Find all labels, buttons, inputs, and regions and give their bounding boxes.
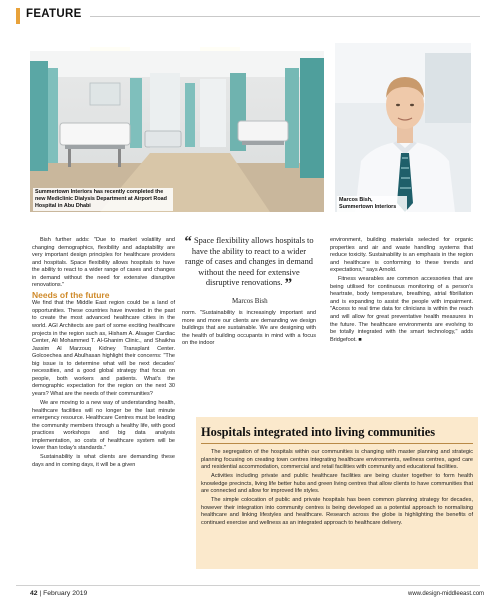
caption-person-company: Summertown Interiors [339,204,397,210]
dialysis-ward-illustration [30,43,324,212]
end-mark-icon: ■ [358,336,362,343]
footer-divider [16,585,480,586]
photo-caption-right [337,196,407,212]
portrait-illustration [335,43,471,212]
article-column-left [32,237,175,471]
photo-caption-left: Summertown Interiors has recently completed the new Mediclinic Dialysis Department at Airport Road Hospital in Abu Dhabi [33,188,173,211]
pull-quote-text: Space flexibility allows hospitals to have the ability to react to a wider range of cases and changes in demand without the need for extensive disruptive renovations. [185,236,314,288]
section-subheading: Needs of the future [32,289,110,300]
paragraph: Sustainability is what clients are demanding these days and in coming days, it will be a given [32,454,175,468]
paragraph: Bish further adds: "Due to market volatility and changing demographics, flexibility and adaptability are very important design principles for healthcare providers and hospitals. Space flexibility allows hospitals to have the ability to react to a wider range of cases and changes in demand without the need for extensive disruptive renovations." [32,237,175,289]
header-divider [90,16,480,17]
paragraph: norm. "Sustainability is increasingly important and more and more our clients are demanding we design buildings that are sustainable. We are designing with the health of building occupants in mind with a focus on the indoor [182,310,316,347]
issue-date: February 2019 [43,590,88,597]
close-quote-icon: ” [284,276,293,293]
footer-url[interactable]: www.design-middleeast.com [408,591,485,597]
paragraph: The simple colocation of public and private hospitals has been common planning strategy for decades, however their integration into community centres is being developed as a potential approach to normalising healthcare and linking lifestyles and healthcare. Research across the globe is highlighting the benefits of continued exercise and wellness as an integrated approach to healthcare delivery. [201,497,473,526]
page-header [0,0,496,30]
dialysis-ward-photo [30,43,324,212]
pull-quote-author: Marcos Bish [232,297,268,305]
sidebar-box-title: Hospitals integrated into living communities [201,425,436,439]
section-accent-bar [16,8,20,24]
folio-separator: | [39,590,42,597]
pull-quote [182,234,316,293]
paragraph [330,276,473,344]
article-column-middle [182,310,316,349]
paragraph: We are moving to a new way of understanding health, healthcare facilities will no longer be the last minute emergency resource. Healthcare Centres must be leading the community members through a healthy life, with good practices workshops and big data analysis implementation, so costs of healthcare system will be lower than today's standards." [32,399,175,452]
paragraph: environment, building materials selected for organic properties and air and waste handling systems that reduce toxicity. Sustainability is an emphasis in the region and healthcare is conforming to these trends and expectations," says Arnold. [330,237,473,274]
footer-folio [30,590,87,597]
paragraph-text: Fitness wearables are common accessories that are being utilised for continuous monitoring of a person's heartrate, body temperature, breathing, atrial fibrillation and is expanding to assist the people with impairment. "Access to real time data for clinicians is within the reach and will allow for great preventative health measures in the future. The healthcare environments are evolving to be totally integrated with the smart technology," adds Bridgefoot. [330,276,473,343]
page-number: 42 [30,590,38,597]
sidebar-box-divider [201,443,473,444]
paragraph: We find that the Middle East region could be a land of opportunities. These countries have invested in the past to create the most advanced healthcare cities in the world. AGI Architects are part of some exciting healthcare projects in the region such as, Hisham A. Alsager Cardiac Center, Ali Mohammed T. Al-Ghanim Clinic., and Shaikha Jassim Al Marzouq Kidney Transplant Center. Golcoechea and Abulhasan highlight their concerns: "The big issue is to determine what will be next decades' necessities, and a good global strategy that focus on people, both workers and patients. What's the demographic expectation for the region on the next 30 years? What are the needs of their communities? [32,300,175,397]
portrait-photo [335,43,471,212]
article-column-right [330,237,473,346]
open-quote-icon: “ [184,234,192,250]
paragraph: Activities including private and public healthcare facilities are being cluster together to form health knowledge precincts, living life better hubs and green living centres that allow clients to have communities that are connected and allow for improved life styles. [201,473,473,495]
sidebar-box-body [201,449,473,529]
section-label: FEATURE [26,8,82,20]
caption-person-name: Marcos Bish, [339,197,373,203]
paragraph: The segregation of the hospitals within our communities is changing with master planning and strategic planning focusing on creating town centres integrating healthcare environments, wellness centres, aged care and residential accommodation, commercial and retail facilities with community and educational facilities. [201,449,473,471]
